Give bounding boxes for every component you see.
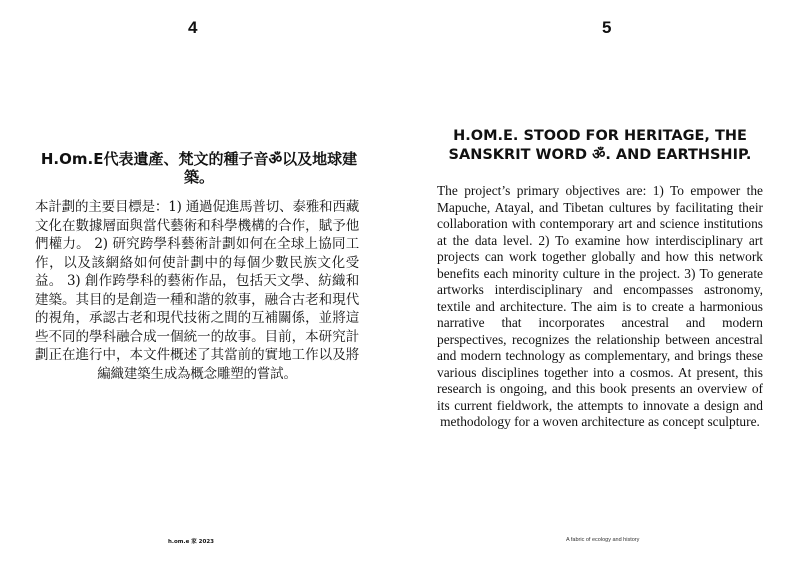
footer-right: A fabric of ecology and history xyxy=(566,537,640,543)
right-page xyxy=(400,0,800,566)
page-number-left: 4 xyxy=(188,18,198,37)
chinese-body-text: 本計劃的主要目標是：1) 通過促進馬普切、泰雅和西藏文化在數據層面與當代藝術和科學機構的合作，賦予他們權力。 2) 研究跨學科藝術計劃如何在全球上協同工作，以及該網絡如何使計劃中的每個少數民族文化受益。 3) 創作跨學科的藝術作品，包括天文學、紡織和建築。其目的是創造一種和諧的敘事，融合古老和現代的視角，承認古老和現代技術之間的互補關係，並將這些不同的學科融合成一個統一的故事。目前，本研究計劃正在進行中，本文件概述了其當前的實地工作以及將編織建築生成為概念雕塑的嘗試。 xyxy=(35,199,359,382)
page-number-right: 5 xyxy=(602,18,612,37)
english-body-text: The project’s primary objectives are: 1) To empower the Mapuche, Atayal, and Tibetan cultures by facilitating their collaboration with contemporary art and science institutions at the data level. 2) To examine how interdisciplinary art projects can work together globally and how this network benefits each minority culture in the project. 3) To generate artworks interdisciplinary and encompasses astronomy, textile and architecture. The aim is to create a harmonious narrative that incorporates ancestral and modern perspectives, recognizes the relationship between ancestral and modern technology as complementary, and brings these various disciplines together into a cosmos. At present, this research is ongoing, and this book presents an overview of its current fieldwork, the attempts to innovate a design and methodology for a woven architecture as concept sculpture. xyxy=(437,183,763,429)
english-heading: H.OM.E. STOOD FOR HERITAGE, THE SANSKRIT WORD ॐ. AND EARTHSHIP. xyxy=(448,128,752,163)
chinese-heading: H.Om.E代表遺產、梵文的種子音ॐ以及地球建築。 xyxy=(40,150,358,186)
footer-left: h.om.e 家 2023 xyxy=(168,539,214,545)
